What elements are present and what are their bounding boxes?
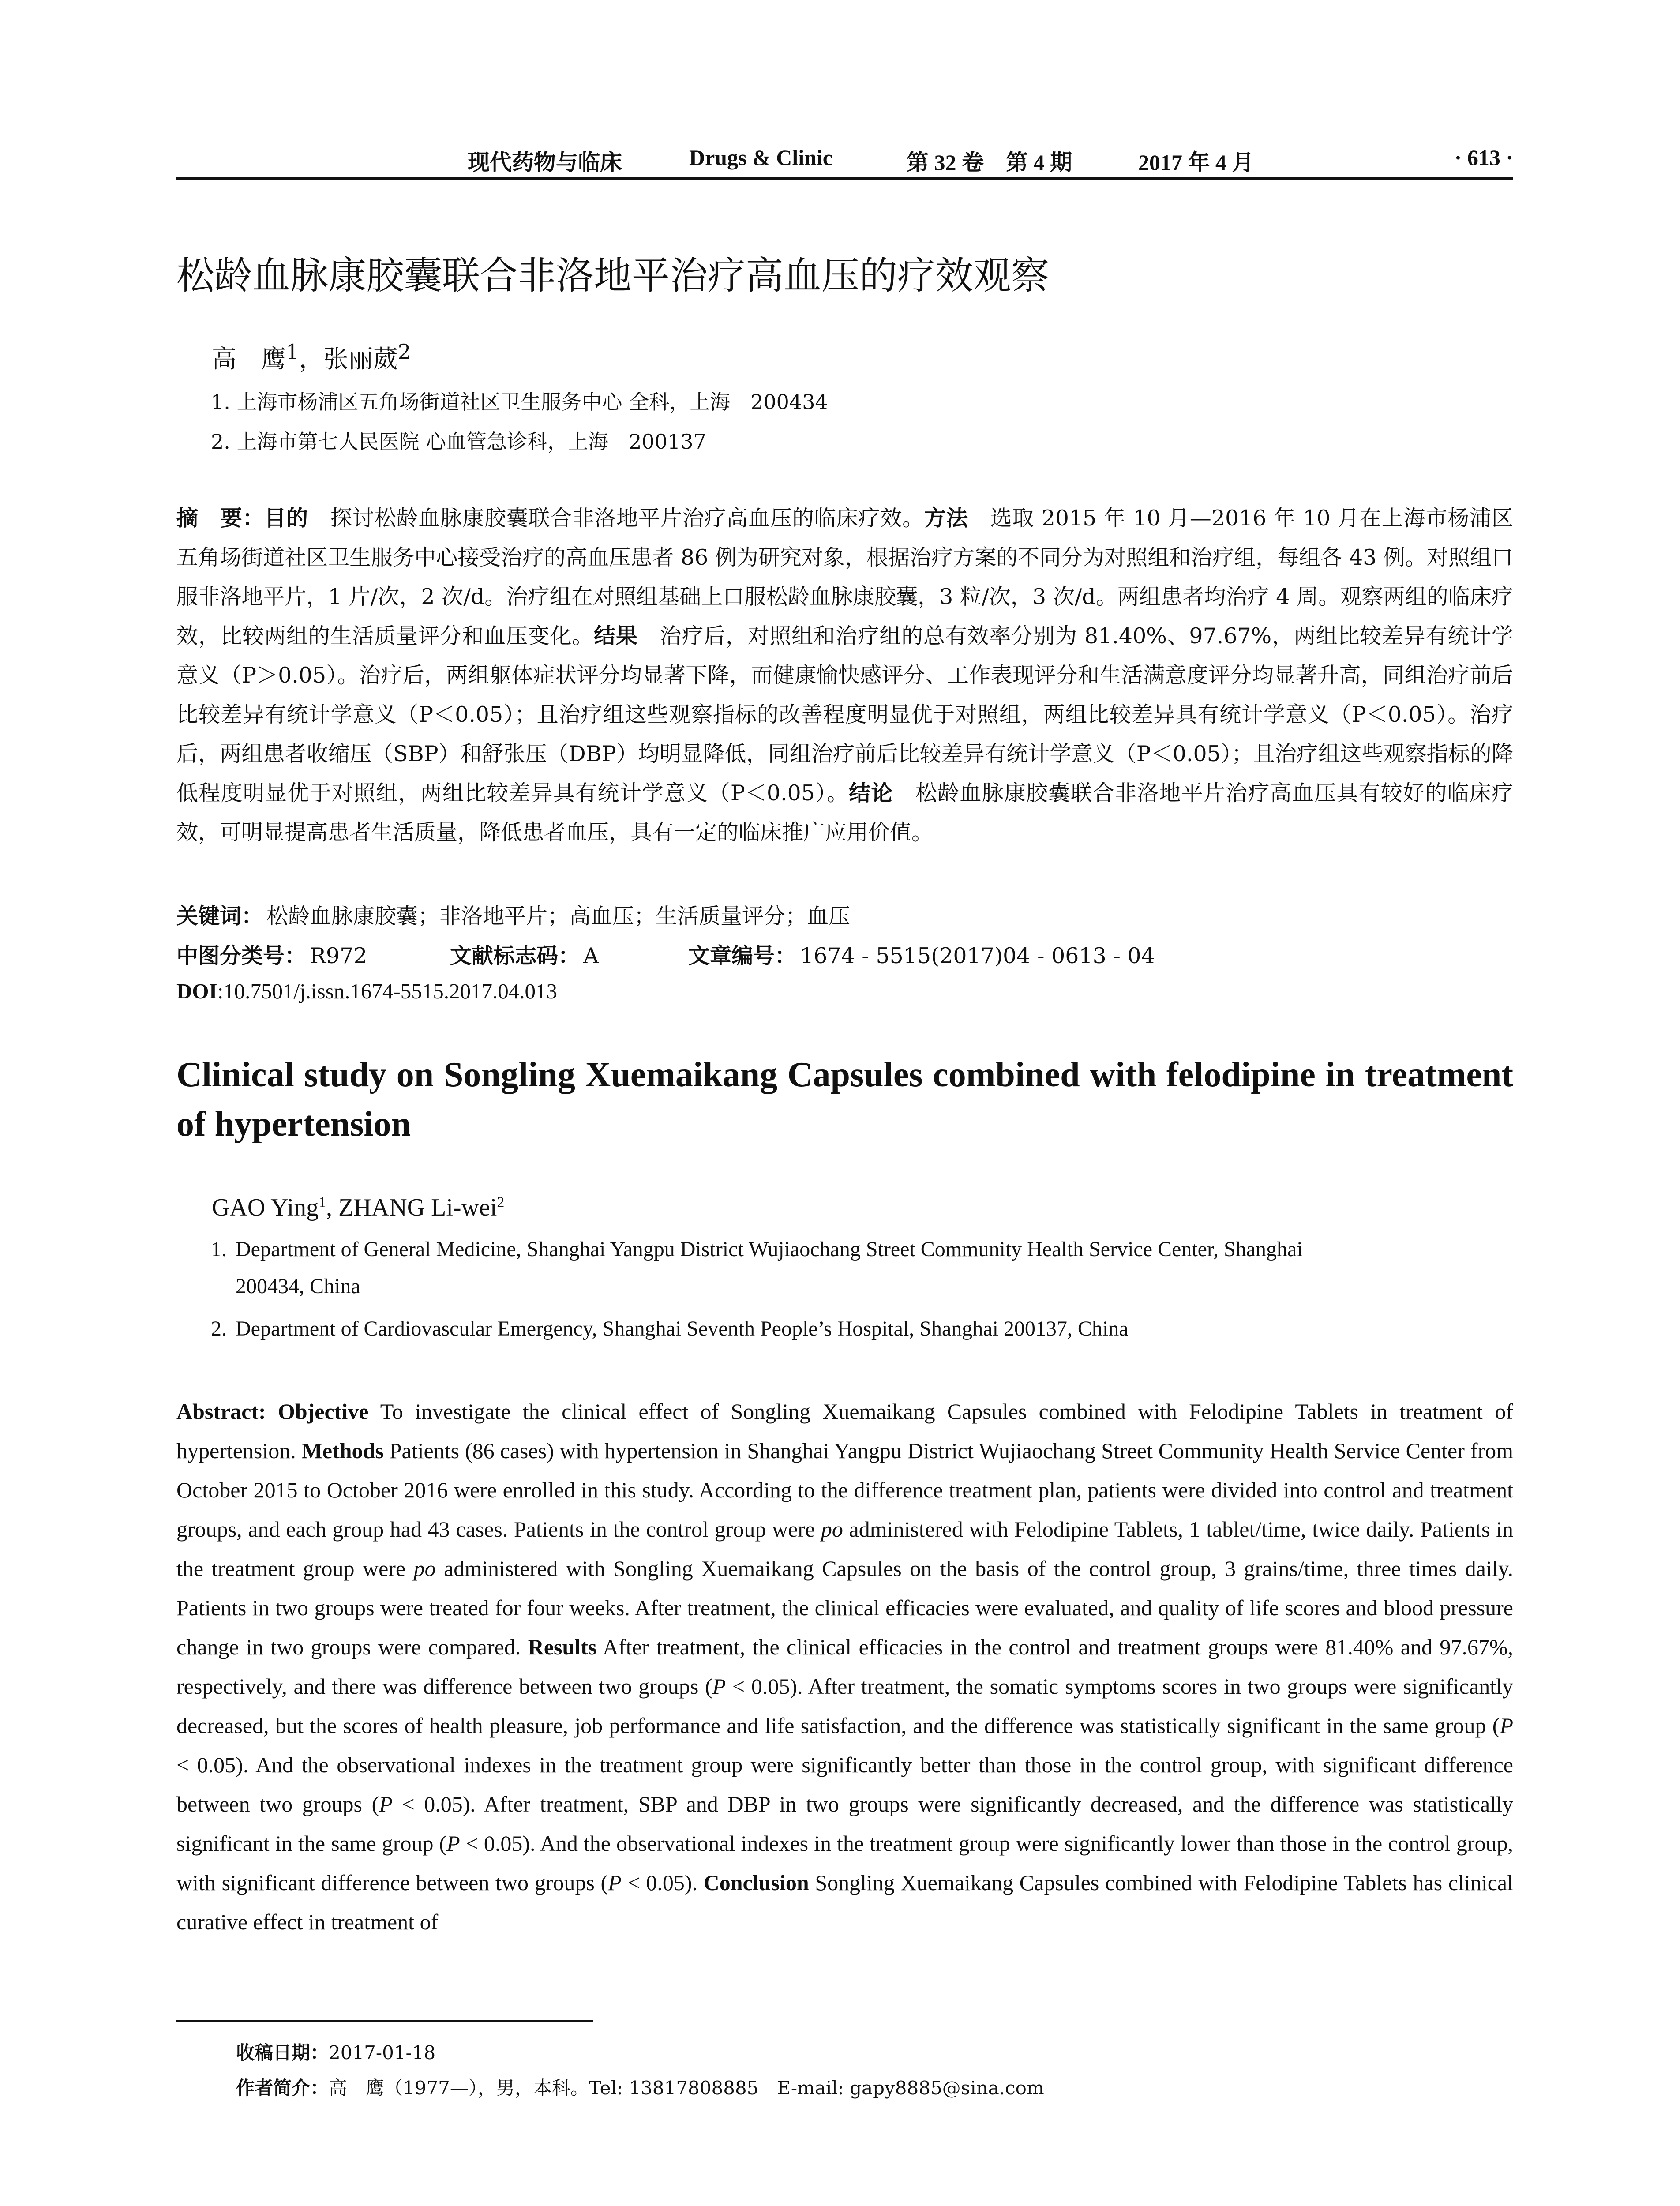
affiliation-text-continued: 200434, China: [236, 1275, 360, 1298]
methods-text-en: Patients (86 cases) with hypertension in Shanghai Yangpu District Wujiaochang Street Community Health Service Center from October 2015 to October 2016 were enrolled in this study. According to the difference treatment plan, patients were divided into control and treatment groups, and each group had 43 cases. Patients in the control group were: [176, 1438, 1514, 1542]
author-name: 高 鹰: [212, 345, 286, 374]
affiliation-text: Department of General Medicine, Shanghai Yangpu District Wujiaochang Street Community Health Service Center, Shanghai: [236, 1238, 1303, 1261]
objective-text-cn: 探讨松龄血脉康胶囊联合非洛地平片治疗高血压的临床疗效。: [308, 506, 925, 531]
volume-issue: 第 32 卷 第 4 期: [907, 150, 1072, 175]
affiliation-text: Department of Cardiovascular Emergency, Shanghai Seventh People’s Hospital, Shanghai 200137, China: [236, 1317, 1129, 1340]
received-value: 2017-01-18: [329, 2042, 436, 2063]
affiliation-en-1: [211, 1231, 1515, 1305]
bio-label: 作者简介：: [236, 2077, 329, 2099]
affiliation-marker: 1: [319, 1194, 326, 1211]
affiliation-cn-2: 2. 上海市第七人民医院 心血管急诊科，上海 200137: [211, 430, 706, 454]
objective-text-en: To investigate the clinical effect of Songling Xuemaikang Capsules combined with Felodipine Tablets in treatment of hypertension.: [176, 1399, 1513, 1463]
document-code-value: A: [583, 943, 599, 968]
received-date: [236, 2038, 435, 2065]
article-number-value: 1674 - 5515(2017)04 - 0613 - 04: [800, 943, 1155, 968]
abstract-cn: [176, 499, 1513, 852]
affiliation-cn-1: 1. 上海市杨浦区五角场街道社区卫生服务中心 全科，上海 200434: [211, 390, 828, 414]
methods-label-cn: 方法: [924, 506, 968, 531]
footnote-rule: [176, 2020, 593, 2022]
affiliation-number: 2.: [211, 1317, 227, 1340]
doi-label: DOI: [176, 979, 218, 1003]
conclusion-text-cn: 松龄血脉康胶囊联合非洛地平片治疗高血压具有较好的临床疗效，可明显提高患者生活质量，降低患者血压，具有一定的临床推广应用价值。: [176, 780, 1513, 845]
results-text-en: < 0.05). And the observational indexes in the treatment group were significantly better than those in the control group, with significant difference between two groups (: [176, 1752, 1513, 1816]
author-bio: [236, 2074, 1044, 2100]
page-number: · 613 ·: [1454, 145, 1513, 170]
p-symbol: P: [608, 1870, 622, 1895]
header-rule: [176, 177, 1513, 180]
results-label-en: Results: [528, 1635, 597, 1659]
clc-label: 中图分类号：: [176, 943, 307, 968]
results-text-en: After treatment, the clinical efficacies in the control and treatment groups were 81.40% and 97.67%, respectively, and there was difference between two groups (: [176, 1635, 1514, 1699]
affiliation-marker: 2: [497, 1194, 505, 1211]
results-text-cn: 治疗后，对照组和治疗组的总有效率分别为 81.40%、97.67%，两组比较差异有统计学意义（P＞0.05）。治疗后，两组躯体症状评分均显著下降，而健康愉快感评分、工作表现评分和生活满意度评分均显著升高，同组治疗前后比较差异有统计学意义（P＜0.05）；且治疗组这些观察指标的改善程度明显优于对照组，两组比较差异具有统计学意义（P＜0.05）。治疗后，两组患者收缩压（SBP）和舒张压（DBP）均明显降低，同组治疗前后比较差异有统计学意义（P＜0.05）；且治疗组这些观察指标的降低程度明显优于对照组，两组比较差异具有统计学意义（P＜0.05）。: [176, 623, 1513, 806]
conclusion-label-en: Conclusion: [703, 1870, 809, 1895]
abstract-label-en: Abstract:: [176, 1399, 266, 1424]
objective-label-en: Objective: [278, 1399, 369, 1424]
author-name: ZHANG Li-wei: [338, 1194, 497, 1221]
results-text-en: < 0.05). After treatment, SBP and DBP in two groups were significantly decreased, and the difference was statistically significant in the same group (: [176, 1792, 1513, 1856]
affiliation-marker: 1: [286, 340, 299, 364]
received-label: 收稿日期：: [236, 2042, 329, 2063]
keywords-cn: [176, 899, 850, 930]
p-symbol: P: [1500, 1713, 1513, 1738]
keywords-label: 关键词：: [176, 904, 263, 929]
article-title-cn: 松龄血脉康胶囊联合非洛地平治疗高血压的疗效观察: [176, 254, 1049, 298]
results-text-en: < 0.05). And the observational indexes in the treatment group were significantly lower than those in the control group, with significant difference between two groups (: [176, 1831, 1513, 1895]
results-text-en: < 0.05).: [627, 1870, 698, 1895]
p-symbol: P: [379, 1792, 393, 1816]
route-po: po: [413, 1556, 436, 1581]
classification-line: [176, 939, 1155, 970]
authors-cn: [212, 340, 411, 375]
journal-name-en: Drugs & Clinic: [689, 145, 832, 170]
clc-number: [176, 939, 450, 970]
author-separator: ，: [299, 345, 324, 374]
affiliation-number: 1.: [211, 1238, 227, 1261]
keywords-value: 松龄血脉康胶囊；非洛地平片；高血压；生活质量评分；血压: [266, 904, 851, 929]
p-symbol: P: [712, 1674, 726, 1699]
methods-text-cn: 选取 2015 年 10 月—2016 年 10 月在上海市杨浦区五角场街道社区卫生服务中心接受治疗的高血压患者 86 例为研究对象，根据治疗方案的不同分为对照组和治疗组，每组各 43 例。对照组口服非洛地平片，1 片/次，2 次/d。治疗组在对照组基础上口服松龄血脉康胶囊，3 粒/次，3 次/d。两组患者均治疗 4 周。观察两组的临床疗效，比较两组的生活质量评分和血压变化。: [176, 506, 1513, 649]
methods-text-en: administered with Felodipine Tablets, 1 tablet/time, twice daily. Patients in the treatment group were: [176, 1517, 1514, 1581]
article-title-en: Clinical study on Songling Xuemaikang Capsules combined with felodipine in treatment of hypertension: [176, 1055, 1513, 1144]
article-number: [688, 939, 1155, 970]
p-symbol: P: [446, 1831, 460, 1856]
doi-line: [176, 979, 557, 1004]
author-name: GAO Ying: [212, 1194, 319, 1221]
article-number-label: 文章编号：: [688, 943, 797, 968]
clc-value: R972: [310, 943, 368, 968]
journal-name-cn: 现代药物与临床: [468, 149, 622, 175]
bio-value: 高 鹰（1977—），男，本科。Tel: 13817808885 E-mail: gapy8885@sina.com: [329, 2077, 1044, 2099]
document-code: [450, 939, 688, 970]
doi-value: :10.7501/j.issn.1674-5515.2017.04.013: [217, 979, 557, 1003]
author-name: 张丽葳: [323, 345, 398, 374]
author-separator: ,: [326, 1194, 339, 1221]
results-label-cn: 结果: [594, 623, 638, 649]
route-po: po: [821, 1517, 843, 1542]
abstract-en: [176, 1392, 1513, 1942]
results-text-en: < 0.05). After treatment, the somatic symptoms scores in two groups were significantly decreased, but the scores of health pleasure, job performance and life satisfaction, and the difference was statistically significant in the same group (: [176, 1674, 1513, 1738]
abstract-label-cn: 摘 要：: [176, 506, 265, 531]
issue-date: 2017 年 4 月: [1138, 150, 1254, 175]
objective-label-cn: 目的: [264, 506, 309, 531]
authors-en: [212, 1193, 504, 1222]
affiliation-en-2: [211, 1310, 1515, 1347]
methods-text-en: administered with Songling Xuemaikang Capsules on the basis of the control group, 3 grains/time, three times daily. Patients in two groups were treated for four weeks. After treatment, the clinical efficacies were evaluated, and quality of life scores and blood pressure change in two groups were compared.: [176, 1556, 1514, 1659]
document-code-label: 文献标志码：: [450, 943, 580, 968]
conclusion-text-en: Songling Xuemaikang Capsules combined with Felodipine Tablets has clinical curative effect in treatment of: [176, 1870, 1514, 1934]
running-header: [176, 140, 1513, 180]
methods-label-en: Methods: [301, 1438, 384, 1463]
conclusion-label-cn: 结论: [849, 780, 893, 806]
affiliation-marker: 2: [398, 340, 411, 364]
